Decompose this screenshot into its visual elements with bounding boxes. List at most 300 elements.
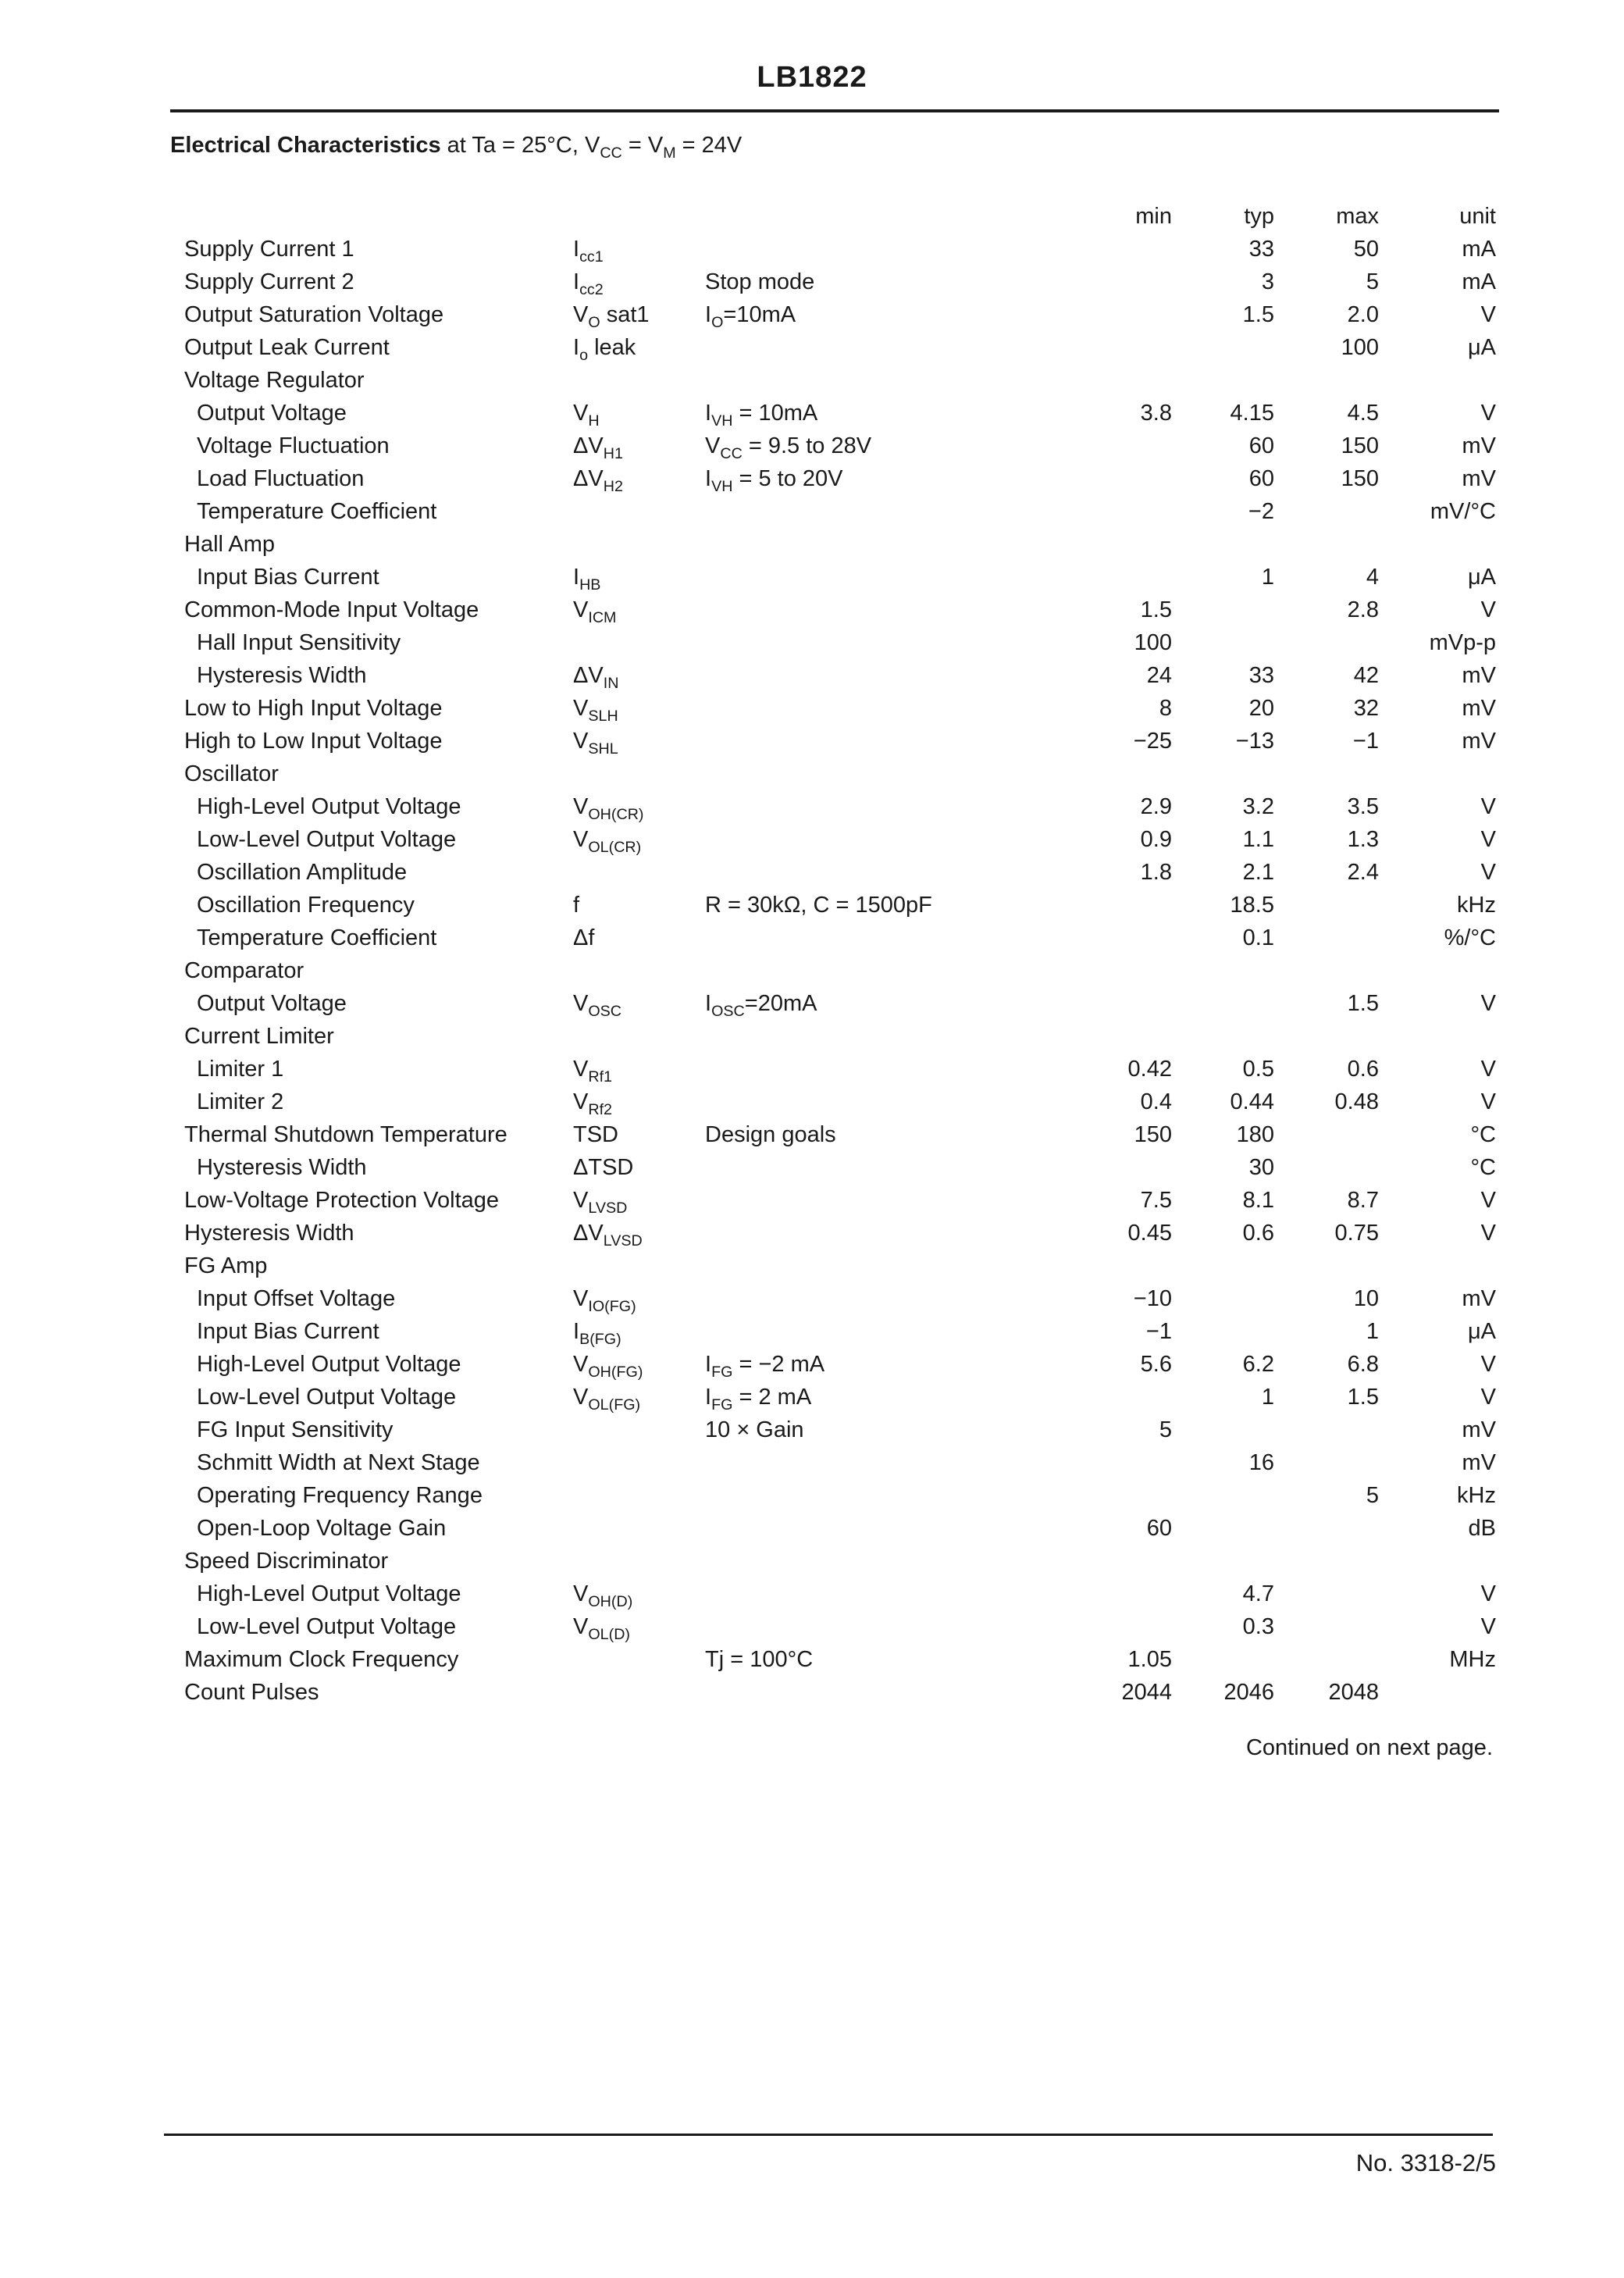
min-value: 1.5 bbox=[1140, 597, 1172, 622]
condition-base: I bbox=[705, 401, 712, 426]
symbol-base: V bbox=[573, 1188, 589, 1213]
condition bbox=[705, 987, 817, 1020]
condition-value: =10mA bbox=[723, 302, 796, 327]
unit-value: μA bbox=[1467, 1319, 1496, 1344]
symbol-subscript: OL(CR) bbox=[588, 838, 642, 856]
symbol bbox=[573, 1577, 632, 1610]
min-value: 150 bbox=[1134, 1122, 1172, 1147]
max-value: 10 bbox=[1353, 1286, 1379, 1311]
table-row bbox=[0, 364, 1624, 397]
table-row bbox=[0, 1643, 1624, 1676]
parameter-name: Output Voltage bbox=[197, 991, 347, 1016]
symbol-base: V bbox=[573, 302, 589, 327]
footer-rule bbox=[164, 2134, 1493, 2136]
min-value: 100 bbox=[1134, 630, 1172, 655]
min-value: −10 bbox=[1133, 1286, 1172, 1311]
condition-subscript: FG bbox=[711, 1396, 733, 1414]
parameter-name: Temperature Coefficient bbox=[197, 925, 437, 950]
table-row bbox=[0, 331, 1624, 364]
unit-value: °C bbox=[1470, 1155, 1496, 1180]
max-value: 0.48 bbox=[1334, 1089, 1379, 1114]
condition bbox=[705, 1381, 811, 1414]
symbol bbox=[573, 659, 618, 692]
condition-base: Stop mode bbox=[705, 269, 815, 294]
condition bbox=[705, 1118, 836, 1151]
table-row bbox=[0, 1217, 1624, 1250]
symbol bbox=[573, 331, 636, 364]
unit-value: V bbox=[1480, 1057, 1496, 1082]
table-row bbox=[0, 1512, 1624, 1545]
symbol-subscript: LVSD bbox=[588, 1199, 628, 1217]
min-value: 0.9 bbox=[1140, 827, 1172, 852]
parameter-name: Output Leak Current bbox=[184, 335, 390, 360]
parameter-name: Hall Amp bbox=[184, 532, 276, 557]
symbol-base: ΔV bbox=[573, 1221, 604, 1246]
symbol-subscript: OSC bbox=[588, 1002, 622, 1020]
heading-sub-cc: CC bbox=[600, 144, 622, 162]
condition-base: I bbox=[705, 466, 712, 491]
condition-value: = 2 mA bbox=[732, 1385, 812, 1410]
symbol-base: V bbox=[573, 696, 589, 721]
parameter-name: Hysteresis Width bbox=[184, 1221, 354, 1246]
unit-value: mVp-p bbox=[1429, 630, 1496, 655]
parameter-name: FG Input Sensitivity bbox=[197, 1417, 394, 1442]
condition bbox=[705, 298, 796, 331]
symbol-base: ΔV bbox=[573, 466, 604, 491]
condition-subscript: OSC bbox=[711, 1002, 745, 1020]
table-row bbox=[0, 758, 1624, 790]
unit-value: mV/°C bbox=[1430, 499, 1496, 524]
symbol-base: V bbox=[573, 729, 589, 754]
max-value: 3.5 bbox=[1347, 794, 1379, 819]
parameter-name: FG Amp bbox=[184, 1253, 268, 1278]
unit-value: mV bbox=[1462, 1286, 1496, 1311]
parameter-name: Open-Loop Voltage Gain bbox=[197, 1516, 447, 1541]
condition-base: I bbox=[705, 1352, 712, 1377]
max-value: 150 bbox=[1341, 433, 1379, 458]
max-value: 1.5 bbox=[1347, 991, 1379, 1016]
condition-base: V bbox=[705, 433, 721, 458]
parameter-name: Oscillator bbox=[184, 761, 279, 786]
typ-value: 1 bbox=[1261, 1385, 1274, 1410]
symbol-base: V bbox=[573, 1057, 589, 1082]
parameter-name: Common-Mode Input Voltage bbox=[184, 597, 479, 622]
condition-value: = −2 mA bbox=[732, 1352, 825, 1377]
symbol-base: ΔV bbox=[573, 433, 604, 458]
min-value: 5.6 bbox=[1140, 1352, 1172, 1377]
max-value: 32 bbox=[1353, 696, 1379, 721]
condition-base: I bbox=[705, 1385, 712, 1410]
typ-value: 18.5 bbox=[1230, 893, 1274, 918]
typ-value: 4.7 bbox=[1242, 1581, 1274, 1606]
min-value: 60 bbox=[1146, 1516, 1172, 1541]
parameter-name: Count Pulses bbox=[184, 1680, 319, 1705]
parameter-name: Temperature Coefficient bbox=[197, 499, 437, 524]
unit-value: V bbox=[1480, 1581, 1496, 1606]
symbol-base: V bbox=[573, 1385, 589, 1410]
parameter-name: High-Level Output Voltage bbox=[197, 794, 461, 819]
symbol-base: I bbox=[573, 237, 580, 262]
parameter-name: Input Bias Current bbox=[197, 565, 379, 590]
table-row bbox=[0, 889, 1624, 922]
unit-value: dB bbox=[1468, 1516, 1496, 1541]
symbol bbox=[573, 1315, 621, 1348]
table-row bbox=[0, 1414, 1624, 1446]
typ-value: −13 bbox=[1235, 729, 1274, 754]
table-row bbox=[0, 397, 1624, 430]
symbol bbox=[573, 561, 600, 594]
symbol-subscript: SHL bbox=[588, 740, 618, 758]
min-value: 24 bbox=[1146, 663, 1172, 688]
symbol bbox=[573, 987, 621, 1020]
symbol-subscript: B(FG) bbox=[579, 1330, 621, 1348]
symbol-base: V bbox=[573, 401, 589, 426]
condition-value: = 9.5 to 28V bbox=[742, 433, 872, 458]
symbol bbox=[573, 397, 600, 430]
condition-base: Tj = 100°C bbox=[705, 1647, 814, 1672]
min-value: 0.4 bbox=[1140, 1089, 1172, 1114]
table-row bbox=[0, 1250, 1624, 1282]
table-row bbox=[0, 1282, 1624, 1315]
symbol-base: I bbox=[573, 335, 580, 360]
parameter-name: High to Low Input Voltage bbox=[184, 729, 443, 754]
max-value: 5 bbox=[1366, 1483, 1379, 1508]
unit-value: mV bbox=[1462, 729, 1496, 754]
condition-base: I bbox=[705, 991, 712, 1016]
min-value: 0.45 bbox=[1127, 1221, 1172, 1246]
symbol bbox=[573, 298, 650, 331]
parameter-name: Operating Frequency Range bbox=[197, 1483, 483, 1508]
table-row bbox=[0, 528, 1624, 561]
parameter-name: Hysteresis Width bbox=[197, 1155, 367, 1180]
symbol-subscript: O bbox=[588, 313, 600, 331]
symbol bbox=[573, 725, 618, 758]
condition bbox=[705, 889, 932, 922]
min-value: −1 bbox=[1145, 1319, 1172, 1344]
table-row bbox=[0, 495, 1624, 528]
symbol-base: V bbox=[573, 1614, 589, 1639]
typ-value: 2.1 bbox=[1242, 860, 1274, 885]
parameter-name: Output Voltage bbox=[197, 401, 347, 426]
typ-value: 1.5 bbox=[1242, 302, 1274, 327]
characteristics-table bbox=[0, 200, 1624, 1709]
table-row bbox=[0, 626, 1624, 659]
table-row bbox=[0, 1446, 1624, 1479]
table-row bbox=[0, 659, 1624, 692]
typ-value: 1 bbox=[1261, 565, 1274, 590]
condition bbox=[705, 397, 817, 430]
parameter-name: Output Saturation Voltage bbox=[184, 302, 444, 327]
parameter-name: High-Level Output Voltage bbox=[197, 1352, 461, 1377]
unit-value: V bbox=[1480, 1089, 1496, 1114]
symbol-subscript: o bbox=[579, 346, 589, 364]
header-rule bbox=[170, 109, 1499, 112]
max-value: −1 bbox=[1352, 729, 1379, 754]
symbol-base: V bbox=[573, 1352, 589, 1377]
parameter-name: Low-Level Output Voltage bbox=[197, 827, 457, 852]
symbol-base: TSD bbox=[573, 1122, 618, 1147]
table-row bbox=[0, 922, 1624, 954]
table-row bbox=[0, 1020, 1624, 1053]
parameter-name: Input Bias Current bbox=[197, 1319, 379, 1344]
unit-value: kHz bbox=[1457, 1483, 1496, 1508]
condition-subscript: CC bbox=[720, 444, 743, 462]
unit-value: V bbox=[1480, 1614, 1496, 1639]
symbol-subscript: SLH bbox=[588, 707, 618, 725]
symbol-subscript: cc1 bbox=[579, 248, 604, 266]
condition bbox=[705, 430, 871, 462]
condition-base: Design goals bbox=[705, 1122, 836, 1147]
table-row bbox=[0, 1315, 1624, 1348]
symbol bbox=[573, 1348, 643, 1381]
symbol-base: V bbox=[573, 827, 589, 852]
symbol-base: Δf bbox=[573, 925, 595, 950]
typ-value: 0.1 bbox=[1242, 925, 1274, 950]
typ-value: 33 bbox=[1248, 663, 1274, 688]
table-row bbox=[0, 1118, 1624, 1151]
max-value: 50 bbox=[1353, 237, 1379, 262]
parameter-name: Oscillation Amplitude bbox=[197, 860, 408, 885]
unit-value: °C bbox=[1470, 1122, 1496, 1147]
condition-base: R = 30kΩ, C = 1500pF bbox=[705, 893, 932, 918]
symbol-subscript: H2 bbox=[603, 477, 623, 495]
typ-value: 33 bbox=[1248, 237, 1274, 262]
typ-value: 20 bbox=[1248, 696, 1274, 721]
symbol-base: I bbox=[573, 565, 580, 590]
table-row bbox=[0, 1348, 1624, 1381]
heading-text-2: = V bbox=[621, 133, 664, 158]
max-value: 6.8 bbox=[1347, 1352, 1379, 1377]
symbol bbox=[573, 233, 604, 266]
typ-value: 1.1 bbox=[1242, 827, 1274, 852]
typ-value: 60 bbox=[1248, 466, 1274, 491]
condition bbox=[705, 266, 814, 298]
symbol bbox=[573, 430, 623, 462]
symbol bbox=[573, 1184, 627, 1217]
min-value: 0.42 bbox=[1127, 1057, 1172, 1082]
symbol-subscript: OH(D) bbox=[588, 1592, 633, 1610]
unit-value: kHz bbox=[1457, 893, 1496, 918]
table-row bbox=[0, 1577, 1624, 1610]
condition-subscript: O bbox=[711, 313, 724, 331]
typ-value: 8.1 bbox=[1242, 1188, 1274, 1213]
symbol-subscript: H bbox=[588, 412, 600, 430]
unit-value: V bbox=[1480, 794, 1496, 819]
symbol bbox=[573, 1381, 640, 1414]
max-value: 4 bbox=[1366, 565, 1379, 590]
unit-value: V bbox=[1480, 860, 1496, 885]
symbol-base: I bbox=[573, 1319, 580, 1344]
symbol-base: V bbox=[573, 1089, 589, 1114]
table-row bbox=[0, 1381, 1624, 1414]
unit-value: V bbox=[1480, 597, 1496, 622]
condition-value: = 10mA bbox=[732, 401, 818, 426]
typ-value: −2 bbox=[1248, 499, 1274, 524]
typ-value: 6.2 bbox=[1242, 1352, 1274, 1377]
symbol-subscript: OL(D) bbox=[588, 1625, 630, 1643]
table-row bbox=[0, 1053, 1624, 1086]
table-row bbox=[0, 1610, 1624, 1643]
table-row bbox=[0, 1086, 1624, 1118]
symbol-base: V bbox=[573, 991, 589, 1016]
parameter-name: Thermal Shutdown Temperature bbox=[184, 1122, 508, 1147]
unit-value: mV bbox=[1462, 1450, 1496, 1475]
column-header-row bbox=[0, 200, 1624, 233]
table-row bbox=[0, 790, 1624, 823]
section-heading bbox=[170, 133, 743, 162]
table-row bbox=[0, 266, 1624, 298]
max-value: 2.8 bbox=[1347, 597, 1379, 622]
parameter-name: Low-Voltage Protection Voltage bbox=[184, 1188, 500, 1213]
symbol-base: ΔTSD bbox=[573, 1155, 634, 1180]
condition-base: 10 × Gain bbox=[705, 1417, 804, 1442]
unit-value: V bbox=[1480, 1385, 1496, 1410]
parameter-name: Voltage Regulator bbox=[184, 368, 365, 393]
unit-value: V bbox=[1480, 827, 1496, 852]
symbol bbox=[573, 1118, 618, 1151]
unit-value: MHz bbox=[1449, 1647, 1496, 1672]
symbol bbox=[573, 1610, 630, 1643]
condition-value: =20mA bbox=[744, 991, 817, 1016]
parameter-name: Limiter 2 bbox=[197, 1089, 284, 1114]
symbol-subscript: Rf1 bbox=[588, 1068, 613, 1086]
max-value: 2048 bbox=[1328, 1680, 1379, 1705]
unit-value: V bbox=[1480, 302, 1496, 327]
symbol bbox=[573, 1217, 643, 1250]
table-row bbox=[0, 725, 1624, 758]
symbol-subscript: H1 bbox=[603, 444, 623, 462]
table-row bbox=[0, 1184, 1624, 1217]
symbol-subscript: IN bbox=[603, 674, 619, 692]
max-value: 1 bbox=[1366, 1319, 1379, 1344]
symbol bbox=[573, 594, 616, 626]
unit-value: μA bbox=[1467, 565, 1496, 590]
parameter-name: Voltage Fluctuation bbox=[197, 433, 390, 458]
unit-value: mA bbox=[1462, 269, 1496, 294]
heading-bold: Electrical Characteristics bbox=[170, 133, 441, 158]
condition bbox=[705, 1643, 813, 1676]
typ-value: 16 bbox=[1248, 1450, 1274, 1475]
symbol-subscript: Rf2 bbox=[588, 1100, 613, 1118]
parameter-name: Current Limiter bbox=[184, 1024, 334, 1049]
parameter-name: Low-Level Output Voltage bbox=[197, 1614, 457, 1639]
column-header-min: min bbox=[1135, 204, 1172, 229]
min-value: 2044 bbox=[1121, 1680, 1172, 1705]
symbol bbox=[573, 922, 594, 954]
max-value: 1.5 bbox=[1347, 1385, 1379, 1410]
condition bbox=[705, 1414, 804, 1446]
symbol-subscript: cc2 bbox=[579, 280, 604, 298]
table-row bbox=[0, 1676, 1624, 1709]
parameter-name: Comparator bbox=[184, 958, 304, 983]
symbol bbox=[573, 1282, 636, 1315]
symbol-subscript: ICM bbox=[588, 608, 617, 626]
typ-value: 30 bbox=[1248, 1155, 1274, 1180]
symbol-subscript: OH(FG) bbox=[588, 1363, 643, 1381]
min-value: 5 bbox=[1159, 1417, 1172, 1442]
symbol-base: V bbox=[573, 1581, 589, 1606]
condition-subscript: FG bbox=[711, 1363, 733, 1381]
typ-value: 0.6 bbox=[1242, 1221, 1274, 1246]
max-value: 2.4 bbox=[1347, 860, 1379, 885]
symbol-subscript: OL(FG) bbox=[588, 1396, 641, 1414]
symbol-base: f bbox=[573, 893, 580, 918]
symbol bbox=[573, 266, 604, 298]
symbol-subscript: OH(CR) bbox=[588, 805, 644, 823]
symbol bbox=[573, 889, 579, 922]
symbol-suffix: sat1 bbox=[600, 302, 650, 327]
min-value: 1.05 bbox=[1127, 1647, 1172, 1672]
unit-value: V bbox=[1480, 991, 1496, 1016]
unit-value: mV bbox=[1462, 1417, 1496, 1442]
parameter-name: Hysteresis Width bbox=[197, 663, 367, 688]
max-value: 8.7 bbox=[1347, 1188, 1379, 1213]
max-value: 100 bbox=[1341, 335, 1379, 360]
symbol-suffix: leak bbox=[588, 335, 636, 360]
document-title: LB1822 bbox=[757, 61, 867, 94]
parameter-name: Supply Current 2 bbox=[184, 269, 354, 294]
symbol bbox=[573, 790, 643, 823]
condition-subscript: VH bbox=[711, 477, 733, 495]
condition-base: I bbox=[705, 302, 712, 327]
table-row bbox=[0, 430, 1624, 462]
table-row bbox=[0, 692, 1624, 725]
typ-value: 60 bbox=[1248, 433, 1274, 458]
symbol bbox=[573, 1086, 612, 1118]
unit-value: V bbox=[1480, 401, 1496, 426]
column-header-unit: unit bbox=[1459, 204, 1496, 229]
table-row bbox=[0, 1479, 1624, 1512]
max-value: 0.75 bbox=[1334, 1221, 1379, 1246]
table-row bbox=[0, 987, 1624, 1020]
typ-value: 0.3 bbox=[1242, 1614, 1274, 1639]
symbol-subscript: IO(FG) bbox=[588, 1297, 636, 1315]
unit-value: mV bbox=[1462, 433, 1496, 458]
max-value: 5 bbox=[1366, 269, 1379, 294]
min-value: 8 bbox=[1159, 696, 1172, 721]
heading-text-1: at Ta = 25°C, V bbox=[440, 133, 600, 158]
table-row bbox=[0, 1151, 1624, 1184]
unit-value: V bbox=[1480, 1352, 1496, 1377]
unit-value: mV bbox=[1462, 663, 1496, 688]
max-value: 0.6 bbox=[1347, 1057, 1379, 1082]
condition-value: = 5 to 20V bbox=[732, 466, 843, 491]
symbol-base: V bbox=[573, 597, 589, 622]
symbol-subscript: LVSD bbox=[603, 1232, 643, 1250]
parameter-name: Load Fluctuation bbox=[197, 466, 365, 491]
table-row bbox=[0, 298, 1624, 331]
typ-value: 0.44 bbox=[1230, 1089, 1274, 1114]
column-header-typ: typ bbox=[1244, 204, 1274, 229]
typ-value: 0.5 bbox=[1242, 1057, 1274, 1082]
typ-value: 3.2 bbox=[1242, 794, 1274, 819]
symbol bbox=[573, 823, 641, 856]
condition bbox=[705, 1348, 824, 1381]
typ-value: 3 bbox=[1261, 269, 1274, 294]
continued-note: Continued on next page. bbox=[1245, 1735, 1493, 1760]
symbol-base: V bbox=[573, 794, 589, 819]
parameter-name: Hall Input Sensitivity bbox=[197, 630, 401, 655]
parameter-name: Low to High Input Voltage bbox=[184, 696, 443, 721]
symbol bbox=[573, 462, 623, 495]
unit-value: mA bbox=[1462, 237, 1496, 262]
condition-subscript: VH bbox=[711, 412, 733, 430]
table-row bbox=[0, 561, 1624, 594]
unit-value: mV bbox=[1462, 696, 1496, 721]
condition bbox=[705, 462, 843, 495]
max-value: 2.0 bbox=[1347, 302, 1379, 327]
unit-value: %/°C bbox=[1444, 925, 1496, 950]
